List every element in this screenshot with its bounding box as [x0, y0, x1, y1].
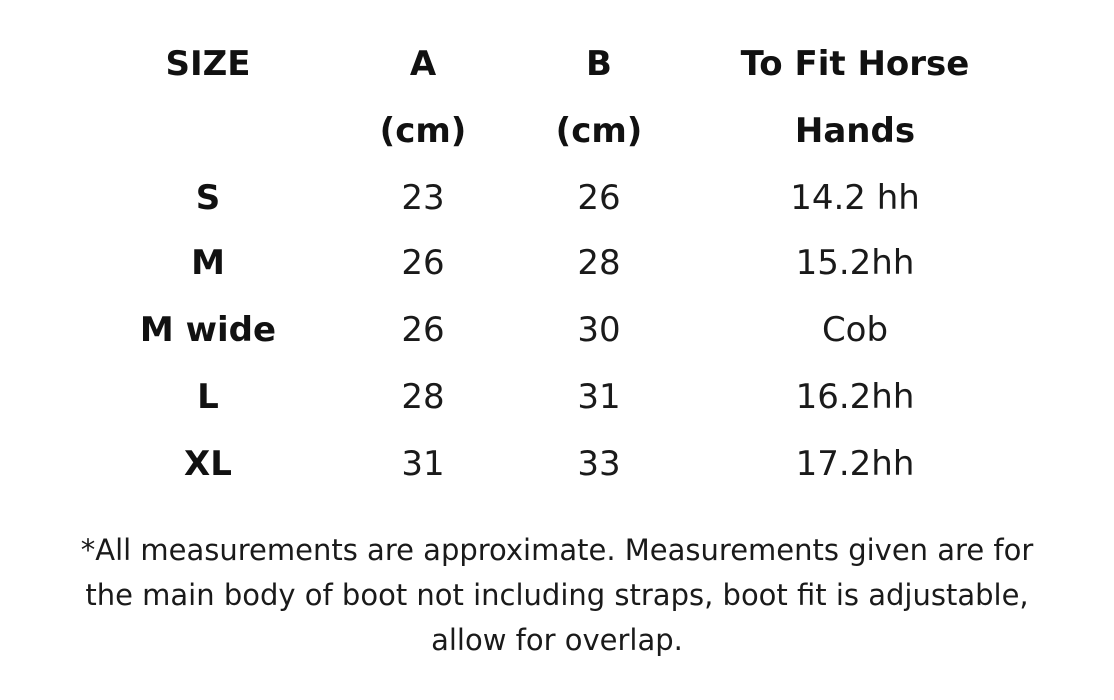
b-cell: 28 [577, 243, 621, 283]
footnote-line-1: *All measurements are approximate. Measurements given are for [80, 533, 1034, 567]
footnote-line-3: allow for overlap. [431, 623, 683, 657]
a-cell: 28 [401, 377, 445, 417]
subheader-a-unit: (cm) [379, 111, 467, 151]
footnote-line-2: the main body of boot not including straps, boot fit is adjustable, [85, 578, 1029, 612]
subheader-b-unit: (cm) [555, 111, 643, 151]
fit-cell: 15.2hh [795, 243, 915, 283]
header-fit: To Fit Horse [740, 44, 970, 84]
b-cell: 31 [577, 377, 621, 417]
a-cell: 31 [401, 444, 445, 484]
table-row [0, 364, 1114, 430]
a-cell: 26 [401, 310, 445, 350]
header-size: SIZE [165, 44, 251, 84]
fit-cell: 16.2hh [795, 377, 915, 417]
size-cell: M wide [139, 310, 277, 350]
a-cell: 26 [401, 243, 445, 283]
table-row [0, 431, 1114, 497]
b-cell: 33 [577, 444, 621, 484]
size-cell: M [191, 243, 225, 283]
measurement-footnote [40, 528, 1074, 663]
b-cell: 30 [577, 310, 621, 350]
table-header-row [0, 31, 1114, 97]
table-row [0, 230, 1114, 296]
fit-cell: Cob [821, 310, 889, 350]
fit-cell: 17.2hh [795, 444, 915, 484]
size-cell: XL [184, 444, 232, 484]
size-cell: S [195, 178, 221, 218]
header-b: B [586, 44, 612, 84]
fit-cell: 14.2 hh [790, 178, 920, 218]
table-subheader-row [0, 98, 1114, 164]
b-cell: 26 [577, 178, 621, 218]
subheader-size [108, 98, 308, 164]
subheader-fit: Hands [794, 111, 916, 151]
table-row [0, 297, 1114, 363]
a-cell: 23 [401, 178, 445, 218]
header-a: A [409, 44, 437, 84]
table-row [0, 165, 1114, 231]
size-cell: L [197, 377, 219, 417]
